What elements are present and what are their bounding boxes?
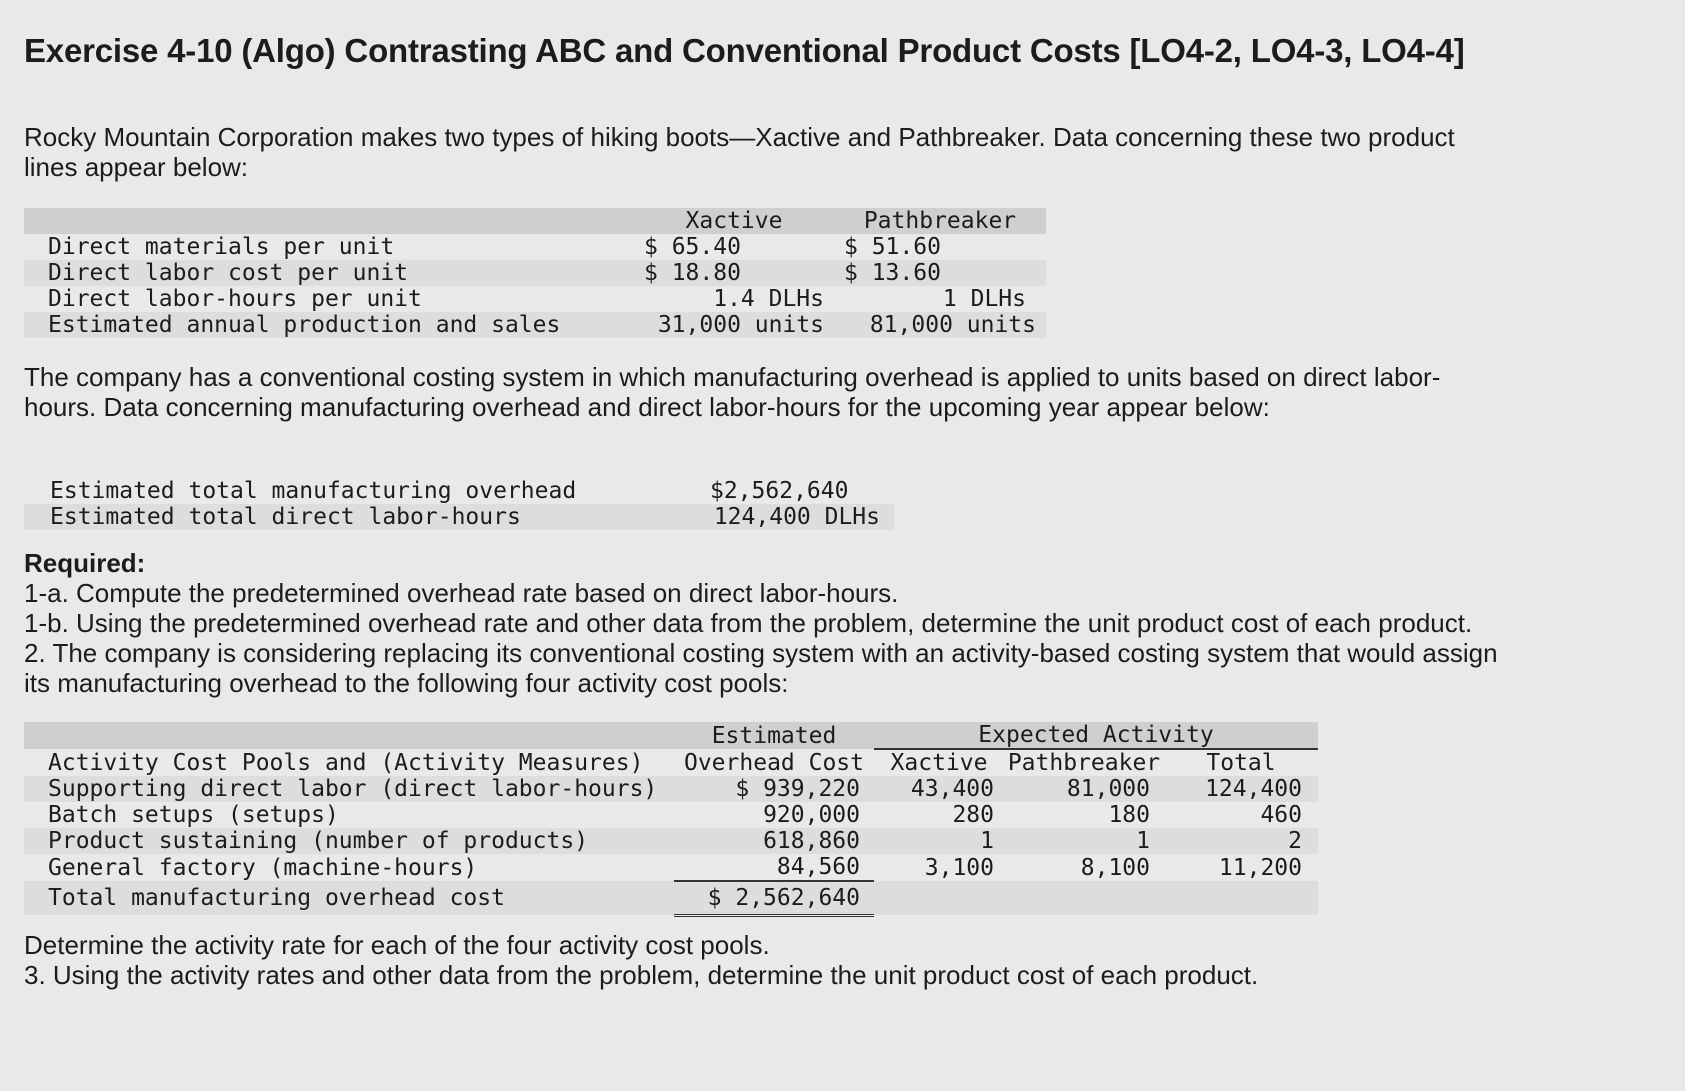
pool-label: General factory (machine-hours): [48, 854, 478, 881]
exercise-title: Exercise 4-10 (Algo) Contrasting ABC and Conventional Product Costs [LO4-2, LO4-3, LO4-4]: [24, 32, 1465, 69]
pool-cost: 84,560: [776, 854, 860, 880]
closing-activity-rate: Determine the activity rate for each of the four activity cost pools.: [24, 930, 770, 960]
col-total-header: Total: [1206, 750, 1276, 776]
product-data-table: [24, 208, 1046, 338]
table-row: [24, 504, 894, 530]
total-cost: $ 2,562,640: [674, 881, 874, 915]
closing-item-3: 3. Using the activity rates and other data from the problem, determine the unit product cost of each product.: [24, 960, 1259, 990]
pool-cost: $ 939,220: [735, 776, 860, 802]
pool-label: Batch setups (setups): [48, 802, 339, 828]
pool-header: Activity Cost Pools and (Activity Measures): [48, 749, 644, 776]
cell-pathbreaker: 1 DLHs: [942, 286, 1026, 312]
total-row: [24, 881, 1318, 915]
labor-hours-value: 124,400 DLHs: [713, 504, 880, 530]
pool-total: 11,200: [1218, 854, 1302, 881]
pool-pathbreaker: 180: [1108, 802, 1150, 828]
table-row: [24, 478, 894, 504]
col-pathbreaker-header: Pathbreaker: [1007, 750, 1161, 776]
cell-pathbreaker: $ 51.60: [844, 234, 941, 260]
row-label: Estimated total direct labor-hours: [50, 504, 521, 530]
row-label: Estimated total manufacturing overhead: [50, 478, 577, 504]
header-pathbreaker: Pathbreaker: [863, 208, 1017, 234]
row-label: Direct materials per unit: [48, 234, 395, 260]
required-section: [24, 548, 1524, 698]
row-label: Estimated annual production and sales: [48, 312, 561, 338]
pool-total: 2: [1288, 828, 1302, 854]
pool-xactive: 1: [980, 828, 994, 854]
activity-cost-table: [24, 722, 1318, 917]
header-xactive: Xactive: [685, 208, 783, 234]
pool-label: Product sustaining (number of products): [48, 828, 589, 854]
pool-pathbreaker: 1: [1136, 828, 1150, 854]
overhead-table: [24, 478, 894, 530]
closing-section: [24, 930, 1524, 990]
pool-xactive: 3,100: [924, 854, 994, 881]
intro-paragraph: Rocky Mountain Corporation makes two types of hiking boots—Xactive and Pathbreaker. Data concerning these two product lines appear below:: [24, 122, 1455, 182]
table-row: [24, 286, 1046, 312]
row-label: Direct labor cost per unit: [48, 260, 409, 286]
col-xactive-header: Xactive: [890, 750, 988, 776]
table-row: [24, 234, 1046, 260]
pool-pathbreaker: 8,100: [1080, 854, 1150, 881]
total-label: Total manufacturing overhead cost: [48, 885, 505, 911]
overhead-value: $2,562,640: [710, 478, 849, 504]
table-row: [24, 802, 1318, 828]
pool-xactive: 43,400: [910, 776, 994, 802]
cell-pathbreaker: 81,000 units: [869, 312, 1036, 338]
overhead-cost-header: Overhead Cost: [683, 749, 864, 776]
cell-xactive: 31,000 units: [657, 312, 824, 338]
expected-activity-header: Expected Activity: [874, 722, 1318, 749]
table-row: [24, 854, 1318, 881]
required-item-2: 2. The company is considering replacing its conventional costing system with an activity-based costing system that would assign its manufacturing overhead to the following four activity cost pools:: [24, 638, 1498, 698]
table-row: [24, 828, 1318, 854]
cell-xactive: $ 18.80: [644, 260, 741, 286]
pool-xactive: 280: [952, 802, 994, 828]
table-row: [24, 776, 1318, 802]
pool-total: 124,400: [1205, 776, 1302, 802]
conventional-paragraph: The company has a conventional costing system in which manufacturing overhead is applied to units based on direct labor-hours. Data concerning manufacturing overhead and direct labor-hours for the upcoming year appear below:: [24, 362, 1441, 422]
pool-label: Supporting direct labor (direct labor-hours): [48, 776, 658, 802]
table-row: [24, 260, 1046, 286]
pool-total: 460: [1260, 802, 1302, 828]
required-heading: Required:: [24, 548, 146, 578]
table-row: [24, 312, 1046, 338]
pool-cost: 618,860: [763, 828, 860, 854]
pool-pathbreaker: 81,000: [1066, 776, 1150, 802]
estimated-header: Estimated: [711, 722, 837, 749]
row-label: Direct labor-hours per unit: [48, 286, 422, 312]
required-item-1a: 1-a. Compute the predetermined overhead rate based on direct labor-hours.: [24, 578, 899, 608]
cell-xactive: 1.4 DLHs: [713, 286, 824, 312]
pool-cost: 920,000: [763, 802, 860, 828]
cell-xactive: $ 65.40: [644, 234, 741, 260]
cell-pathbreaker: $ 13.60: [844, 260, 941, 286]
required-item-1b: 1-b. Using the predetermined overhead rate and other data from the problem, determine the unit product cost of each product.: [24, 608, 1473, 638]
